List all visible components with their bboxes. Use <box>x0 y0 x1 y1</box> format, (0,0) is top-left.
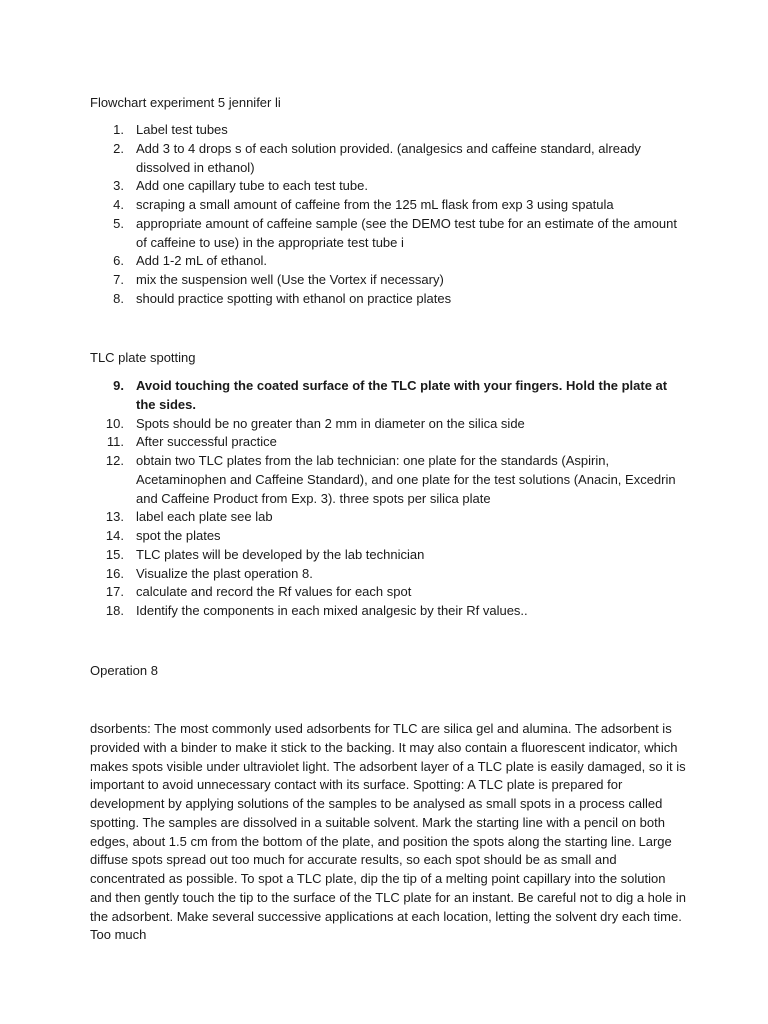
document-title: Flowchart experiment 5 jennifer li <box>90 95 281 110</box>
section-heading-tlc-spotting: TLC plate spotting <box>90 350 196 365</box>
procedure-list-1 <box>90 121 690 309</box>
list-item-text: TLC plates will be developed by the lab technician <box>136 546 425 562</box>
list-item-text: Spots should be no greater than 2 mm in diameter on the silica side <box>136 415 525 431</box>
list-item <box>90 140 690 178</box>
section-heading-operation-8: Operation 8 <box>90 663 158 678</box>
procedure-list-2 <box>90 377 690 621</box>
list-item-text: Avoid touching the coated surface of the TLC plate with your fingers. Hold the plate at the sides. <box>136 378 668 412</box>
list-item-number: 12. <box>105 453 124 468</box>
list-item-number: 3. <box>113 178 124 194</box>
list-item-text: obtain two TLC plates from the lab technician: one plate for the standards (Aspirin, Acetaminophen and Caffeine Standard), and one plate for the test solutions (Anacin, Excedrin and Caffeine Product from Exp. 3). three spots per silica plate <box>136 453 676 506</box>
list-item-number: 15. <box>105 546 124 562</box>
list-item-number: 6. <box>113 253 124 269</box>
list-item-number: 13. <box>105 509 124 525</box>
list-item-number: 7. <box>113 272 124 287</box>
list-item-number: 10. <box>105 415 124 431</box>
list-item <box>90 215 690 253</box>
list-item-number: 11. <box>106 434 124 450</box>
list-item-text: mix the suspension well (Use the Vortex if necessary) <box>136 272 444 287</box>
list-item-text: calculate and record the Rf values for each spot <box>136 584 412 600</box>
list-item <box>90 252 690 271</box>
list-item-number: 14. <box>105 528 124 543</box>
list-item-number: 9. <box>113 378 124 393</box>
list-item <box>90 290 690 309</box>
list-item <box>90 602 690 621</box>
list-item <box>90 508 690 527</box>
list-item-text: should practice spotting with ethanol on practice plates <box>136 290 452 306</box>
list-item-number: 4. <box>113 197 124 212</box>
list-item <box>90 377 690 415</box>
list-item-text: appropriate amount of caffeine sample (see the DEMO test tube for an estimate of the amount of caffeine to use) in the appropriate test tube i <box>136 215 678 250</box>
list-item-text: Add one capillary tube to each test tube. <box>136 178 368 194</box>
list-item <box>90 527 690 546</box>
list-item <box>90 415 690 434</box>
list-item-text: Visualize the plast operation 8. <box>136 565 313 581</box>
list-item-number: 5. <box>113 215 124 231</box>
list-item-text: Add 1-2 mL of ethanol. <box>136 253 268 269</box>
list-item-number: 8. <box>113 290 124 306</box>
list-item <box>90 452 690 508</box>
list-item-number: 2. <box>113 140 124 156</box>
list-item-text: Add 3 to 4 drops s of each solution provided. (analgesics and caffeine standard, already dissolved in ethanol) <box>136 140 641 175</box>
list-item-number: 17. <box>105 584 124 600</box>
list-item-text: Label test tubes <box>136 122 228 137</box>
operation-8-paragraph: dsorbents: The most commonly used adsorbents for TLC are silica gel and alumina. The adsorbent is provided with a binder to make it stick to the backing. It may also contain a fluorescent indicator, which makes spots visible under ultraviolet light. The adsorbent layer of a TLC plate is easily damaged, so it is important to avoid unnecessary contact with its surface. Spotting: A TLC plate is prepared for development by applying solutions of the samples to be analysed as small spots in a process called spotting. The samples are dissolved in a suitable solvent. Mark the starting line with a pencil on both edges, about 1.5 cm from the bottom of the plate, and position the spots along the starting line. Large diffuse spots spread out too much for accurate results, so each spot should be as small and concentrated as possible. To spot a TLC plate, dip the tip of a melting point capillary into the solution and then gently touch the tip to the surface of the TLC plate for an instant. Be careful not to dig a hole in the adsorbent. Make several successive applications at each location, letting the solvent dry each time. Too much <box>90 721 686 943</box>
list-item-number: 1. <box>113 122 124 137</box>
list-item-text: scraping a small amount of caffeine from the 125 mL flask from exp 3 using spatula <box>136 197 614 212</box>
list-item-text: After successful practice <box>136 434 277 450</box>
list-item-text: spot the plates <box>136 528 221 543</box>
list-item <box>90 196 690 215</box>
list-item-text: Identify the components in each mixed analgesic by their Rf values.. <box>136 603 528 618</box>
list-item <box>90 121 690 140</box>
list-item <box>90 546 690 565</box>
list-item <box>90 271 690 290</box>
list-item-text: label each plate see lab <box>136 509 273 525</box>
list-item <box>90 177 690 196</box>
list-item <box>90 565 690 584</box>
list-item <box>90 583 690 602</box>
list-item-number: 16. <box>105 565 124 581</box>
list-item <box>90 433 690 452</box>
list-item-number: 18. <box>105 603 124 618</box>
